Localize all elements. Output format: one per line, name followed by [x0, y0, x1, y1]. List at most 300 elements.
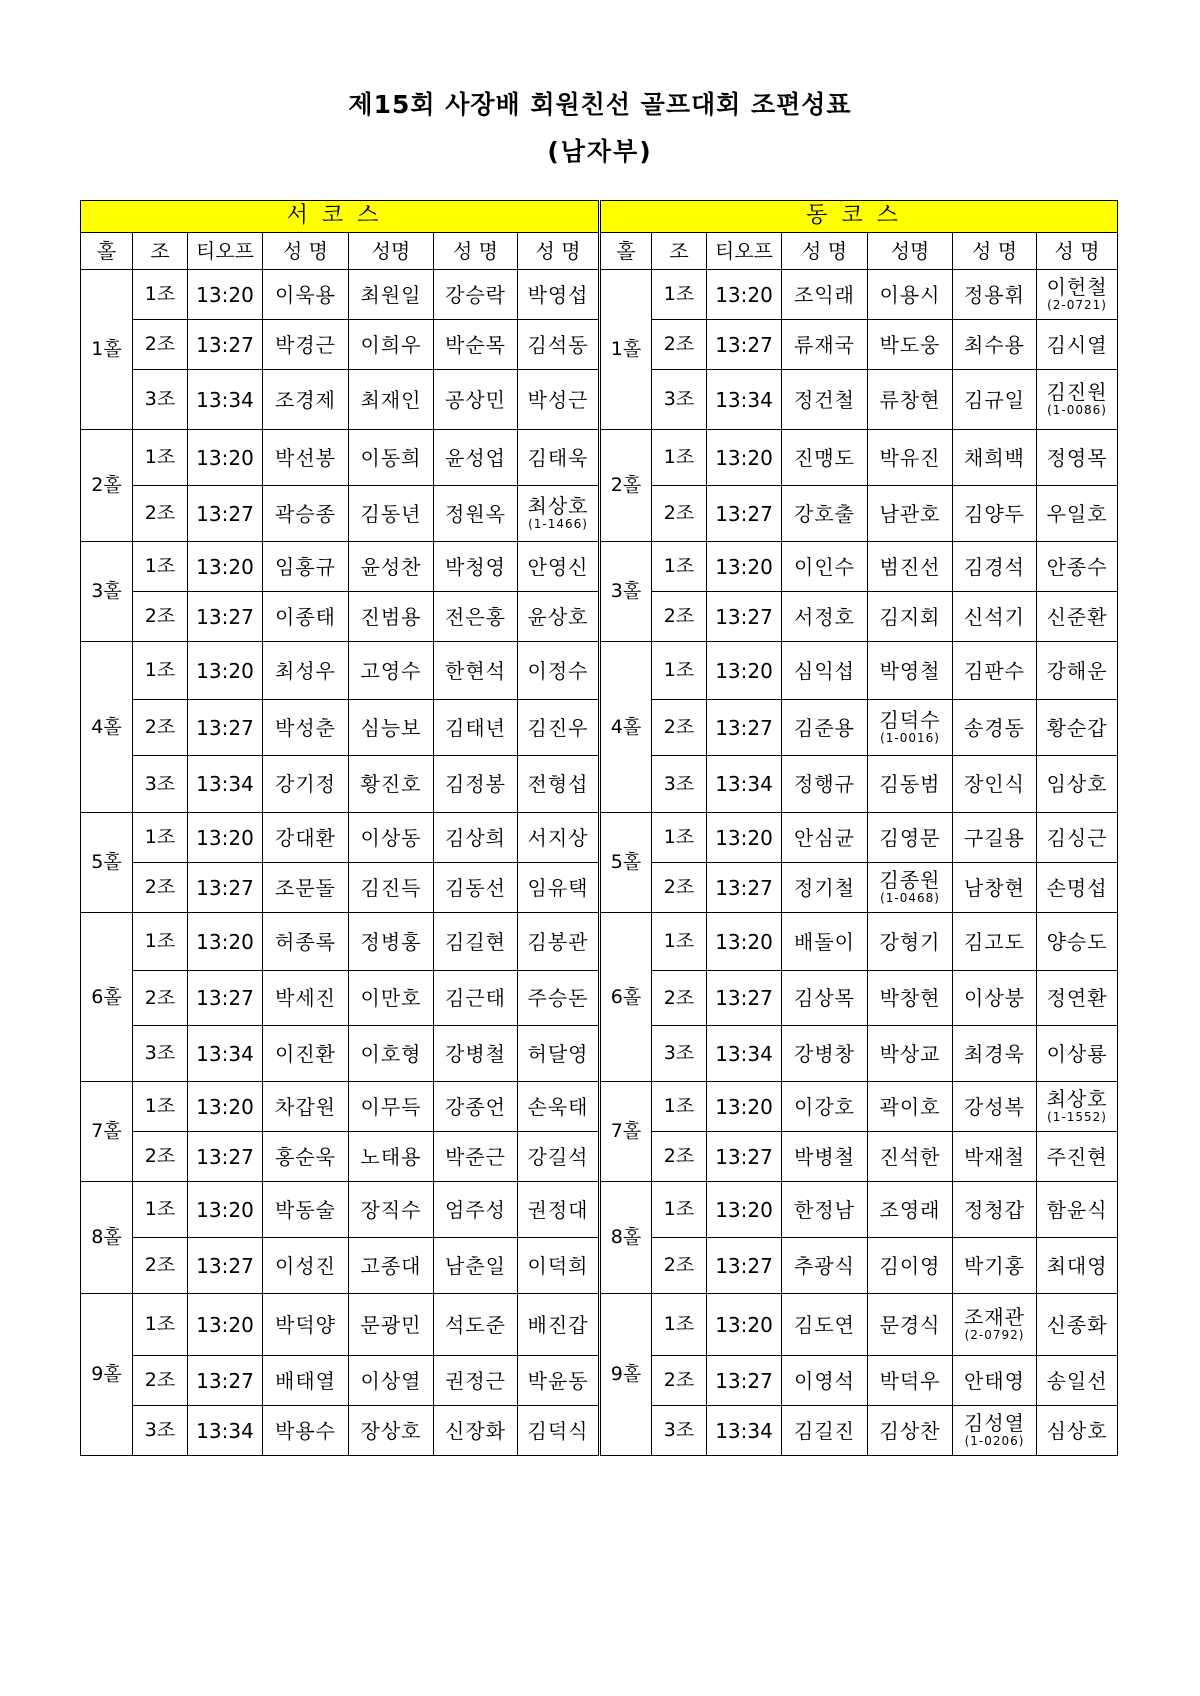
player-cell [263, 592, 349, 642]
tee-time: 13:20 [188, 1182, 263, 1238]
player-cell [868, 1132, 953, 1182]
player-cell [1037, 1082, 1118, 1132]
west-hole-label: 4홀 [81, 642, 133, 813]
tee-time: 13:20 [707, 913, 782, 971]
player-name: 범진선 [879, 554, 941, 579]
player-cell [782, 592, 868, 642]
player-name: 조영래 [879, 1197, 941, 1222]
player-name: 최상호 [527, 494, 589, 519]
col-header-name: 성 명 [953, 233, 1037, 270]
group-number: 1조 [652, 1294, 707, 1356]
player-name: 박도웅 [879, 332, 941, 357]
group-number: 3조 [133, 756, 188, 813]
player-cell [782, 1026, 868, 1082]
player-name: 윤성찬 [360, 554, 422, 579]
group-number: 2조 [652, 486, 707, 542]
player-cell [349, 1294, 434, 1356]
player-cell [868, 863, 953, 913]
group-number: 1조 [652, 1082, 707, 1132]
col-header-hole: 홀 [600, 233, 652, 270]
player-name: 문경식 [879, 1312, 941, 1337]
player-name: 박영섭 [527, 282, 589, 307]
tee-time: 13:34 [707, 1026, 782, 1082]
group-row [81, 320, 1118, 370]
player-cell [518, 1082, 600, 1132]
player-name: 남춘일 [445, 1253, 506, 1278]
player-cell [782, 642, 868, 700]
player-cell [868, 592, 953, 642]
player-cell [434, 1182, 518, 1238]
tee-time: 13:34 [188, 756, 263, 813]
player-cell [349, 1406, 434, 1456]
player-cell [868, 700, 953, 756]
player-cell [953, 971, 1037, 1026]
tee-time: 13:34 [707, 756, 782, 813]
group-row [81, 1294, 1118, 1356]
group-number: 1조 [652, 430, 707, 486]
player-name: 김경석 [964, 554, 1026, 579]
player-name: 진범용 [360, 604, 422, 629]
player-name: 심상호 [1046, 1418, 1108, 1443]
group-number: 2조 [133, 700, 188, 756]
player-cell [1037, 592, 1118, 642]
tee-time: 13:27 [707, 320, 782, 370]
player-name: 김도연 [794, 1312, 856, 1337]
player-name: 안종수 [1046, 554, 1108, 579]
player-cell [434, 971, 518, 1026]
player-cell [434, 542, 518, 592]
player-cell [782, 1132, 868, 1182]
player-name: 곽승종 [275, 501, 336, 526]
player-cell [953, 270, 1037, 320]
player-cell [349, 592, 434, 642]
player-cell [434, 486, 518, 542]
player-name: 정청갑 [964, 1197, 1026, 1222]
group-number: 1조 [133, 642, 188, 700]
player-name: 최성우 [275, 658, 336, 683]
player-name: 한정남 [794, 1197, 856, 1222]
member-id: (2-0792) [964, 1328, 1025, 1343]
player-cell [263, 486, 349, 542]
tee-time: 13:20 [188, 1082, 263, 1132]
player-name: 김규일 [964, 387, 1026, 412]
player-name: 김근태 [445, 986, 506, 1010]
player-cell [953, 863, 1037, 913]
player-name: 심능보 [360, 715, 422, 740]
tee-time: 13:20 [707, 642, 782, 700]
east-hole-label: 7홀 [600, 1082, 652, 1182]
col-header-name: 성 명 [434, 233, 518, 270]
group-row [81, 592, 1118, 642]
group-number: 2조 [652, 1356, 707, 1406]
player-cell [518, 1294, 600, 1356]
player-name: 허달영 [527, 1041, 589, 1066]
player-cell [349, 756, 434, 813]
player-cell [782, 370, 868, 430]
player-name: 강기정 [275, 772, 336, 796]
player-name: 이상룡 [1046, 1041, 1108, 1066]
player-cell [1037, 1406, 1118, 1456]
player-cell [263, 370, 349, 430]
player-cell [349, 1182, 434, 1238]
group-number: 2조 [652, 320, 707, 370]
player-name: 홍순욱 [275, 1144, 336, 1169]
tee-time: 13:27 [707, 592, 782, 642]
player-cell [518, 542, 600, 592]
player-cell [263, 430, 349, 486]
group-number: 2조 [133, 1356, 188, 1406]
player-cell [434, 1406, 518, 1456]
player-name: 김정봉 [445, 772, 506, 796]
player-name: 이상동 [360, 825, 422, 850]
player-cell [1037, 1238, 1118, 1294]
player-name: 이정수 [527, 658, 589, 683]
player-cell [349, 542, 434, 592]
player-cell [349, 700, 434, 756]
group-number: 1조 [652, 813, 707, 863]
page-subtitle: (남자부) [547, 137, 653, 166]
player-cell [953, 430, 1037, 486]
player-name: 권정근 [445, 1368, 506, 1393]
tee-time: 13:27 [188, 1356, 263, 1406]
player-name: 정병홍 [360, 929, 422, 954]
group-row [81, 1356, 1118, 1406]
player-name: 권정대 [527, 1197, 589, 1222]
tee-time: 13:27 [707, 863, 782, 913]
tee-time: 13:20 [707, 270, 782, 320]
player-cell [782, 971, 868, 1026]
player-name: 김석동 [527, 332, 589, 357]
tee-time: 13:20 [188, 542, 263, 592]
player-name: 윤성업 [445, 445, 506, 470]
member-id: (1-1466) [528, 517, 588, 532]
player-name: 강길석 [527, 1144, 589, 1169]
player-cell [953, 1406, 1037, 1456]
player-name: 안심균 [794, 825, 856, 850]
player-cell [782, 1238, 868, 1294]
player-cell [868, 971, 953, 1026]
player-cell [518, 270, 600, 320]
east-hole-label: 9홀 [600, 1294, 652, 1456]
east-hole-label: 6홀 [600, 913, 652, 1082]
player-name: 장직수 [360, 1197, 422, 1222]
group-row [81, 700, 1118, 756]
player-cell [434, 642, 518, 700]
player-name: 주승돈 [527, 986, 589, 1010]
player-cell [263, 320, 349, 370]
player-name: 조경제 [275, 387, 336, 412]
tee-time: 13:34 [188, 370, 263, 430]
player-cell [263, 756, 349, 813]
group-number: 3조 [652, 1026, 707, 1082]
tee-time: 13:34 [188, 1406, 263, 1456]
player-cell [953, 542, 1037, 592]
player-name: 박기홍 [964, 1253, 1026, 1278]
player-name: 박덕양 [275, 1312, 336, 1337]
player-cell [782, 1182, 868, 1238]
member-id: (1-0086) [1047, 403, 1107, 418]
player-cell [434, 1294, 518, 1356]
player-name: 전은홍 [445, 604, 506, 629]
player-name: 박상교 [879, 1041, 941, 1066]
player-name: 이강호 [794, 1094, 856, 1119]
player-cell [868, 1238, 953, 1294]
player-cell [349, 913, 434, 971]
player-name: 이영석 [794, 1368, 856, 1393]
group-number: 1조 [652, 270, 707, 320]
group-number: 1조 [133, 270, 188, 320]
west-hole-label: 1홀 [81, 270, 133, 430]
group-row [81, 1182, 1118, 1238]
player-cell [1037, 542, 1118, 592]
player-cell [953, 756, 1037, 813]
player-cell [518, 430, 600, 486]
player-name: 주진현 [1046, 1144, 1108, 1169]
player-name: 윤상호 [527, 604, 589, 629]
player-cell [1037, 320, 1118, 370]
player-cell [782, 1356, 868, 1406]
player-name: 김싱근 [1046, 825, 1108, 850]
player-name: 정용휘 [964, 282, 1026, 307]
player-cell [349, 430, 434, 486]
tee-time: 13:20 [707, 430, 782, 486]
player-name: 김진득 [360, 875, 422, 900]
west-course-header: 서코스 [81, 201, 600, 233]
player-name: 황순갑 [1046, 715, 1108, 740]
player-name: 김길현 [445, 929, 506, 954]
player-cell [518, 813, 600, 863]
player-name: 안태영 [964, 1368, 1026, 1393]
group-number: 1조 [652, 542, 707, 592]
player-cell [868, 1294, 953, 1356]
player-cell [953, 592, 1037, 642]
player-cell [1037, 1356, 1118, 1406]
player-cell [1037, 1026, 1118, 1082]
player-cell [518, 913, 600, 971]
player-cell [868, 1356, 953, 1406]
player-name: 정원옥 [445, 501, 506, 526]
player-cell [263, 642, 349, 700]
col-header-teeoff: 티오프 [188, 233, 263, 270]
player-name: 정기철 [794, 875, 856, 900]
player-name: 이호형 [360, 1041, 422, 1066]
player-cell [263, 1026, 349, 1082]
player-name: 최경욱 [964, 1041, 1026, 1066]
player-name: 전형섭 [527, 772, 589, 796]
player-cell [868, 642, 953, 700]
player-cell [782, 1082, 868, 1132]
group-number: 2조 [133, 320, 188, 370]
player-cell [868, 430, 953, 486]
player-name: 추광식 [794, 1253, 856, 1278]
player-name: 구길용 [964, 825, 1026, 850]
player-name: 신종화 [1046, 1312, 1108, 1337]
player-cell [518, 1132, 600, 1182]
group-number: 3조 [652, 370, 707, 430]
player-name: 김덕수 [879, 708, 941, 733]
player-name: 임홍규 [275, 554, 336, 579]
tee-time: 13:20 [707, 1294, 782, 1356]
player-name: 남관호 [879, 501, 941, 526]
player-name: 김종원 [879, 868, 941, 893]
group-row [81, 642, 1118, 700]
east-hole-label: 3홀 [600, 542, 652, 642]
group-row [81, 1026, 1118, 1082]
player-name: 김덕식 [527, 1418, 589, 1443]
tee-time: 13:27 [188, 700, 263, 756]
player-name: 차갑원 [275, 1094, 336, 1119]
player-name: 안영신 [527, 554, 589, 579]
player-cell [263, 1132, 349, 1182]
tee-time: 13:20 [707, 1182, 782, 1238]
player-name: 최재인 [360, 387, 422, 412]
group-number: 1조 [133, 1294, 188, 1356]
player-name: 박윤동 [527, 1368, 589, 1393]
player-name: 김상희 [445, 825, 506, 850]
player-cell [263, 1182, 349, 1238]
col-header-name: 성 명 [782, 233, 868, 270]
player-cell [518, 863, 600, 913]
player-cell [434, 1132, 518, 1182]
player-cell [782, 430, 868, 486]
player-cell [518, 642, 600, 700]
player-cell [434, 1026, 518, 1082]
player-cell [868, 370, 953, 430]
tee-time: 13:27 [188, 592, 263, 642]
player-cell [263, 542, 349, 592]
west-hole-label: 5홀 [81, 813, 133, 913]
player-name: 김영문 [879, 825, 941, 850]
player-name: 신석기 [964, 604, 1026, 629]
player-cell [349, 1026, 434, 1082]
group-row [81, 913, 1118, 971]
player-cell [263, 270, 349, 320]
player-name: 이용시 [879, 282, 941, 307]
player-name: 이인수 [794, 554, 856, 579]
player-cell [868, 270, 953, 320]
player-cell [1037, 270, 1118, 320]
player-name: 김시열 [1046, 332, 1108, 357]
player-cell [782, 320, 868, 370]
player-cell [518, 370, 600, 430]
player-name: 김동년 [360, 501, 422, 526]
tee-time: 13:20 [188, 270, 263, 320]
player-cell [434, 1356, 518, 1406]
group-number: 2조 [652, 700, 707, 756]
player-name: 박창현 [879, 986, 941, 1010]
player-name: 조익래 [794, 282, 856, 307]
tee-time: 13:20 [707, 542, 782, 592]
player-cell [518, 1356, 600, 1406]
player-name: 우일호 [1046, 501, 1108, 526]
player-name: 김동선 [445, 875, 506, 900]
player-name: 김판수 [964, 658, 1026, 683]
player-cell [434, 430, 518, 486]
group-row [81, 756, 1118, 813]
player-name: 강성복 [964, 1094, 1026, 1119]
player-cell [518, 320, 600, 370]
player-cell [868, 913, 953, 971]
player-name: 강대환 [275, 825, 336, 850]
player-name: 고종대 [360, 1253, 422, 1278]
player-name: 박용수 [275, 1418, 336, 1443]
col-header-name: 성 명 [518, 233, 600, 270]
player-cell [953, 642, 1037, 700]
player-name: 박영철 [879, 658, 941, 683]
player-name: 정건철 [794, 387, 856, 412]
player-name: 진석한 [879, 1144, 941, 1169]
player-cell [518, 1406, 600, 1456]
col-header-hole: 홀 [81, 233, 133, 270]
player-cell [263, 1406, 349, 1456]
player-cell [782, 913, 868, 971]
player-name: 정행규 [794, 772, 856, 796]
player-name: 박병철 [794, 1144, 856, 1169]
player-name: 이진환 [275, 1041, 336, 1066]
member-id: (1-0468) [880, 891, 940, 906]
player-name: 김상찬 [879, 1418, 941, 1443]
player-cell [434, 370, 518, 430]
player-name: 송일선 [1046, 1368, 1108, 1393]
player-cell [434, 813, 518, 863]
group-number: 3조 [133, 1406, 188, 1456]
player-name: 이욱용 [275, 282, 336, 307]
tee-time: 13:20 [188, 913, 263, 971]
player-name: 박순목 [445, 332, 506, 357]
player-cell [782, 756, 868, 813]
player-name: 이희우 [360, 332, 422, 357]
group-row [81, 270, 1118, 320]
group-number: 2조 [133, 863, 188, 913]
player-name: 신준환 [1046, 604, 1108, 629]
player-cell [263, 863, 349, 913]
player-cell [434, 863, 518, 913]
player-name: 류재국 [794, 332, 856, 357]
player-cell [263, 1238, 349, 1294]
player-cell [782, 270, 868, 320]
tee-time: 13:20 [188, 430, 263, 486]
player-cell [434, 913, 518, 971]
player-name: 박청영 [445, 554, 506, 579]
player-cell [953, 370, 1037, 430]
east-hole-label: 4홀 [600, 642, 652, 813]
player-cell [868, 1182, 953, 1238]
player-cell [782, 863, 868, 913]
west-hole-label: 3홀 [81, 542, 133, 642]
player-cell [953, 1182, 1037, 1238]
tee-time: 13:27 [188, 320, 263, 370]
player-name: 이동희 [360, 445, 422, 470]
player-cell [868, 486, 953, 542]
tee-time: 13:27 [188, 486, 263, 542]
player-name: 배돌이 [794, 929, 856, 954]
player-name: 박동술 [275, 1197, 336, 1222]
player-cell [1037, 486, 1118, 542]
schedule-table [80, 200, 1118, 1456]
player-cell [868, 1406, 953, 1456]
tee-time: 13:27 [188, 863, 263, 913]
group-number: 2조 [133, 1132, 188, 1182]
player-cell [518, 971, 600, 1026]
member-id: (2-0721) [1047, 298, 1107, 313]
player-cell [782, 486, 868, 542]
player-cell [782, 542, 868, 592]
group-row [81, 370, 1118, 430]
group-number: 1조 [133, 1182, 188, 1238]
player-cell [953, 1082, 1037, 1132]
player-name: 이상붕 [964, 986, 1026, 1010]
player-cell [263, 1082, 349, 1132]
